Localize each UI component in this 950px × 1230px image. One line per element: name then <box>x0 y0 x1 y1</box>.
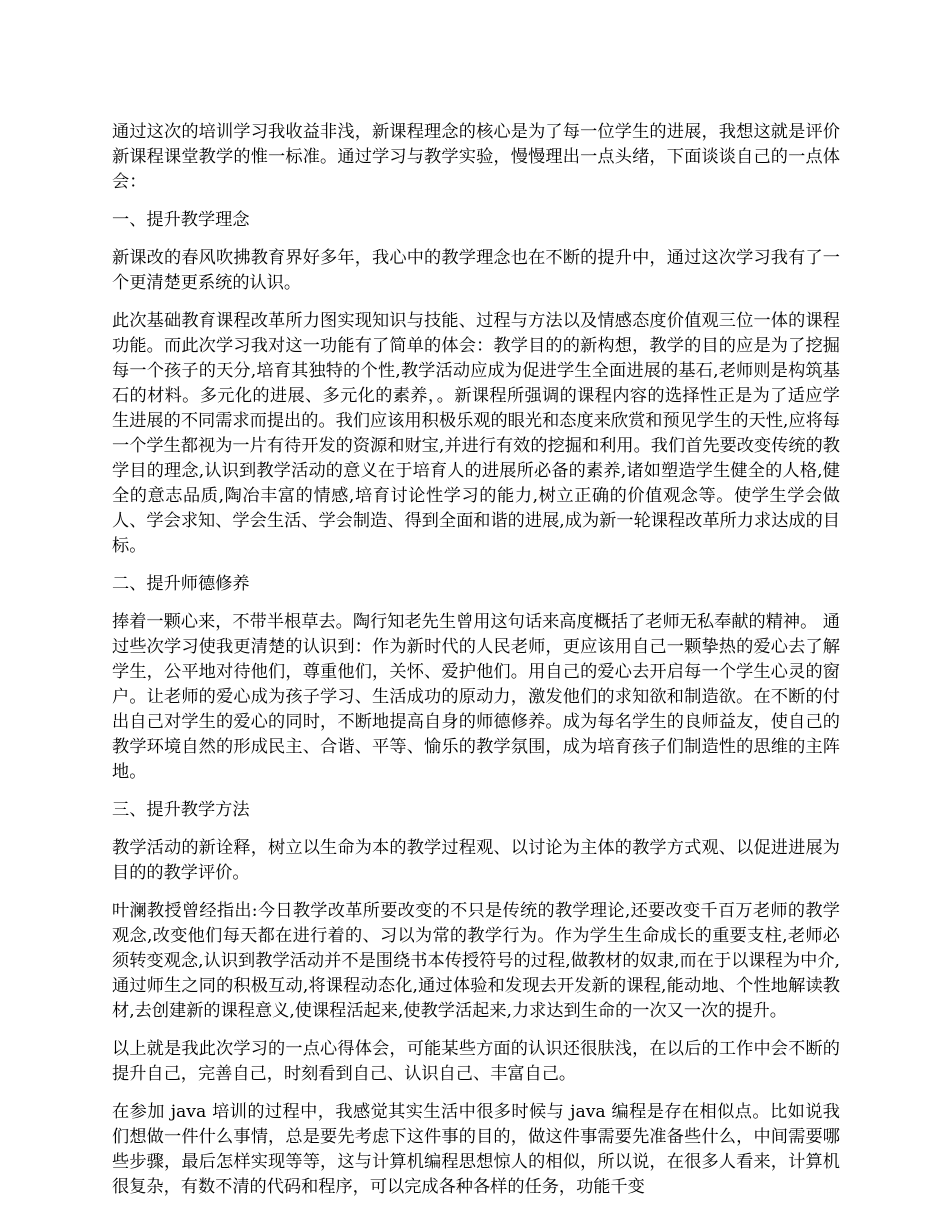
section-heading-2: 二、提升师德修养 <box>112 574 250 594</box>
body-paragraph: 在参加 java 培训的过程中，我感觉其实生活中很多时候与 java 编程是存在相似点。比如说我们想做一件什么事情，总是要先考虑下这件事的目的，做这件事需要先准备些什么，中间需要哪些步骤，最后怎样实现等等，这与计算机编程思想惊人的相似，所以说，在很多人看来，计算机很复杂，有数不清的代码和程序，可以完成各种各样的任务，功能千变 <box>112 1102 840 1197</box>
body-paragraph: 教学活动的新诠释，树立以生命为本的教学过程观、以讨论为主体的教学方式观、以促进进展为目的的教学评价。 <box>112 838 840 883</box>
intro-paragraph: 通过这次的培训学习我收益非浅，新课程理念的核心是为了每一位学生的进展，我想这就是评价新课程课堂教学的惟一标准。通过学习与教学实验，慢慢理出一点头绪，下面谈谈自己的一点体会： <box>112 122 840 192</box>
body-paragraph: 此次基础教育课程改革所力图实现知识与技能、过程与方法以及情感态度价值观三位一体的课程功能。而此次学习我对这一功能有了简单的体会：教学目的的新构想，教学的目的应是为了挖掘每一个孩子的天分,培育其独特的个性,教学活动应成为促进学生全面进展的基石,老师则是构筑基石的材料。多元化的进展、多元化的素养，。新课程所强调的课程内容的选择性正是为了适应学生进展的不同需求而提出的。我们应该用积极乐观的眼光和态度来欣赏和预见学生的天性,应将每一个学生都视为一片有待开发的资源和财宝,并进行有效的挖掘和利用。我们首先要改变传统的教学目的理念,认识到教学活动的意义在于培育人的进展所必备的素养,诸如塑造学生健全的人格,健全的意志品质,陶冶丰富的情感,培育讨论性学习的能力,树立正确的价值观念等。使学生学会做人、学会求知、学会生活、学会制造、得到全面和谐的进展,成为新一轮课程改革所力求达成的目标。 <box>112 311 840 556</box>
body-paragraph: 以上就是我此次学习的一点心得体会，可能某些方面的认识还很肤浅，在以后的工作中会不断的提升自己，完善自己，时刻看到自己、认识自己、丰富自己。 <box>112 1039 840 1084</box>
section-heading-3: 三、提升教学方法 <box>112 800 250 820</box>
body-paragraph: 捧着一颗心来，不带半根草去。陶行知老先生曾用这句话来高度概括了老师无私奉献的精神。 通过些次学习使我更清楚的认识到：作为新时代的人民老师，更应该用自己一颗挚热的爱心去了解学生，公平地对待他们，尊重他们，关怀、爱护他们。用自己的爱心去开启每一个学生心灵的窗户。让老师的爱心成为孩子学习、生活成功的原动力，激发他们的求知欲和制造欲。在不断的付出自己对学生的爱心的同时，不断地提高自身的师德修养。成为每名学生的良师益友，使自己的教学环境自然的形成民主、合谐、平等、愉乐的教学氛围，成为培育孩子们制造性的思维的主阵地。 <box>112 612 840 782</box>
section-heading-1: 一、提升教学理念 <box>112 210 250 230</box>
body-paragraph: 新课改的春风吹拂教育界好多年，我心中的教学理念也在不断的提升中，通过这次学习我有了一个更清楚更系统的认识。 <box>112 248 840 293</box>
body-paragraph: 叶澜教授曾经指出:今日教学改革所要改变的不只是传统的教学理论,还要改变千百万老师的教学观念,改变他们每天都在进行着的、习以为常的教学行为。作为学生生命成长的重要支柱,老师必须转变观念,认识到教学活动并不是围绕书本传授符号的过程,做教材的奴隶,而在于以课程为中介,通过师生之同的积极互动,将课程动态化,通过体验和发现去开发新的课程,能动地、个性地解读教材,去创建新的课程意义,使课程活起来,使教学活起来,力求达到生命的一次又一次的提升。 <box>112 901 840 1021</box>
document-page <box>112 120 840 1213</box>
